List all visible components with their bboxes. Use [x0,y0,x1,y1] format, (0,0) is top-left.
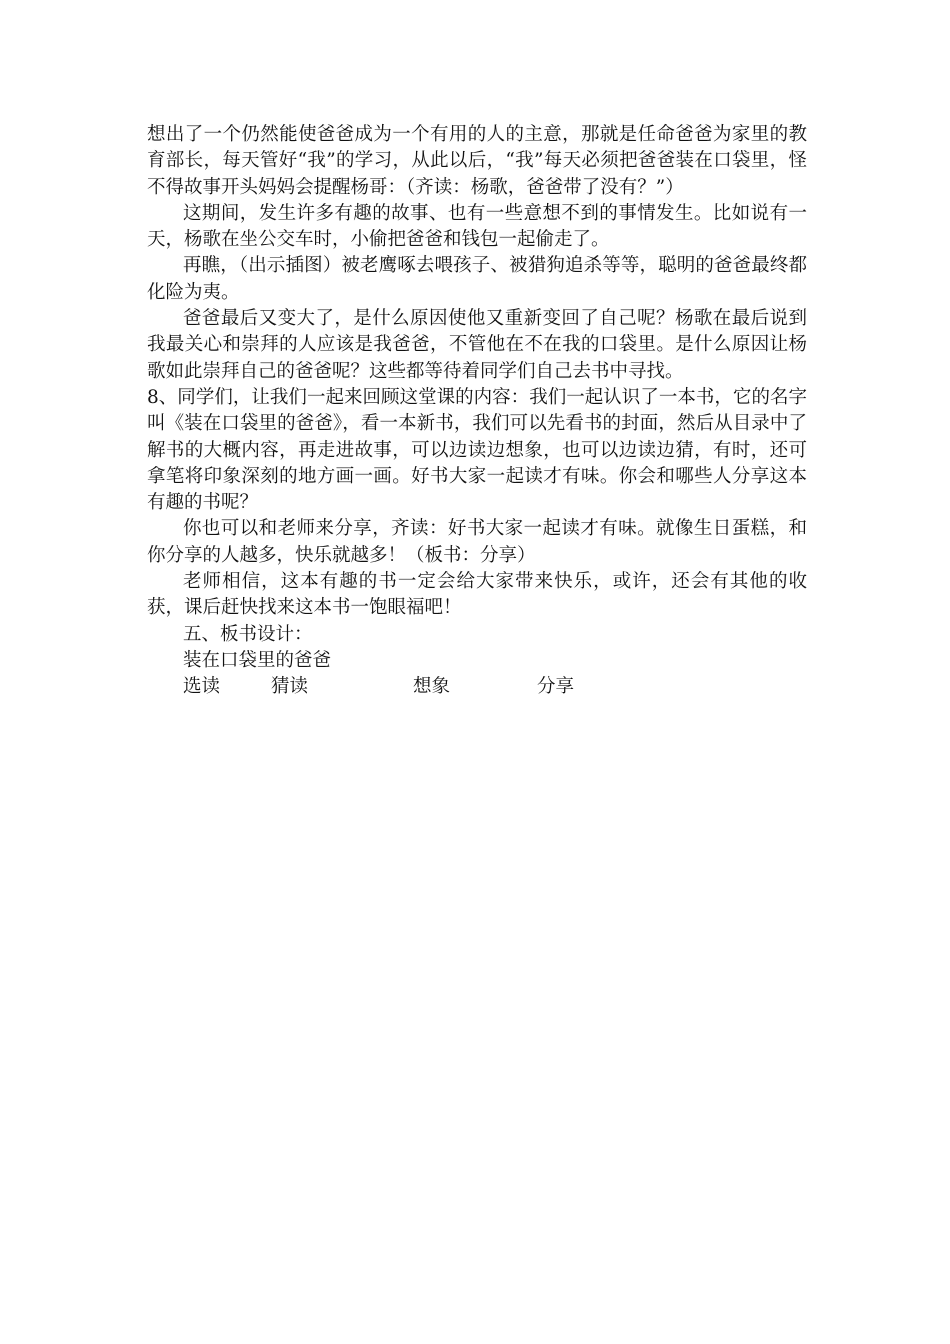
section-heading-board-design: 五、板书设计： [183,623,313,645]
board-item-guess-reading: 猜读 [271,676,309,698]
board-title: 装在口袋里的爸爸 [183,649,332,671]
document-page [147,122,807,701]
paragraph-teacher-believes: 老师相信，这本有趣的书一定会给大家带来快乐，或许，还会有其他的收获，课后赶快找来这本书一饱眼福吧！ [147,571,807,619]
board-item-select-reading: 选读 [183,676,221,698]
paragraph-share: 你也可以和老师来分享，齐读：好书大家一起读才有味。就像生日蛋糕，和你分享的人越多，快乐就越多！（板书：分享） [147,518,807,566]
paragraph-continuation: 想出了一个仍然能使爸爸成为一个有用的人的主意，那就是任命爸爸为家里的教育部长，每天管好“我”的学习，从此以后，“我”每天必须把爸爸装在口袋里，怪不得故事开头妈妈会提醒杨哥：（齐读：杨歌，爸爸带了没有？”） [147,124,807,198]
paragraph-review: 8、同学们，让我们一起来回顾这堂课的内容：我们一起认识了一本书，它的名字叫《装在口袋里的爸爸》，看一本新书，我们可以先看书的封面，然后从目录中了解书的大概内容，再走进故事，可以边读边想象，也可以边读边猜，有时，还可拿笔将印象深刻的地方画一画。好书大家一起读才有味。你会和哪些人分享这本有趣的书呢？ [147,386,807,514]
paragraph-illustration: 再瞧，（出示插图）被老鹰啄去喂孩子、被猎狗追杀等等，聪明的爸爸最终都化险为夷。 [147,255,807,303]
paragraph-ending-question: 爸爸最后又变大了，是什么原因使他又重新变回了自己呢？杨歌在最后说到我最关心和崇拜的人应该是我爸爸，不管他在不在我的口袋里。是什么原因让杨歌如此崇拜自己的爸爸呢？这些都等待着同学们自己去书中寻找。 [147,308,807,382]
board-item-share: 分享 [537,676,575,698]
board-item-imagine: 想象 [413,676,451,698]
paragraph-incidents: 这期间，发生许多有趣的故事、也有一些意想不到的事情发生。比如说有一天，杨歌在坐公交车时，小偷把爸爸和钱包一起偷走了。 [147,202,807,251]
board-items-row [147,674,807,701]
